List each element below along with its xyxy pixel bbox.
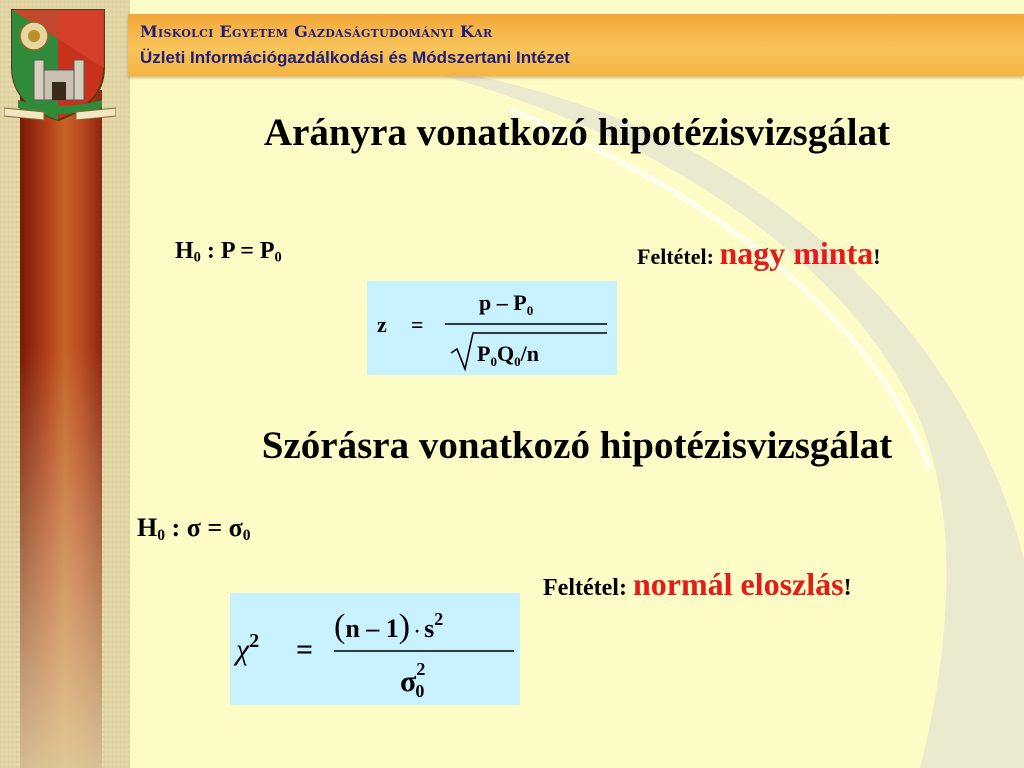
z-formula-denominator: $P_0Q_0/n$ [477, 341, 539, 369]
proportion-condition-value: nagy minta [719, 235, 874, 271]
chi-formula-graphic [230, 593, 520, 705]
chi-formula-equals: = [296, 633, 314, 666]
proportion-null-hypothesis: $H_0$ : $P = P_0$ [175, 238, 282, 266]
variance-null-hypothesis: $H_0$ : $\sigma = \sigma_0$ [137, 513, 251, 544]
university-crest-logo [4, 8, 116, 126]
variance-condition-value: normál eloszlás [632, 566, 844, 602]
institute-name: Üzleti Információgazdálkodási és Módszertani Intézet [140, 48, 570, 67]
chi-square-formula [230, 593, 520, 705]
z-formula-numerator: p – $P_0$ [479, 290, 534, 318]
chi-formula-numerator: $(n - 1) \cdot s^2$ [334, 608, 444, 645]
z-statistic-formula [367, 281, 617, 375]
z-formula-lhs: z [377, 312, 387, 337]
proportion-condition: Feltétel: nagy minta! [637, 235, 881, 271]
proportion-test-title: Arányra vonatkozó hipotézisvizsgálat [263, 111, 891, 154]
red-vertical-strip [20, 90, 102, 768]
z-formula-equals: = [411, 312, 424, 337]
z-formula-graphic [367, 281, 617, 375]
header-bar [128, 14, 1024, 76]
university-name: Miskolci Egyetem Gazdaságtudományi Kar [140, 22, 493, 41]
variance-condition: Feltétel: normál eloszlás! [543, 566, 852, 602]
variance-test-title: Szórásra vonatkozó hipotézisvizsgálat [261, 424, 893, 467]
chi-formula-denominator: $\sigma^2$ 0 [400, 659, 426, 701]
chi-symbol: $\chi^2$ [236, 630, 260, 666]
